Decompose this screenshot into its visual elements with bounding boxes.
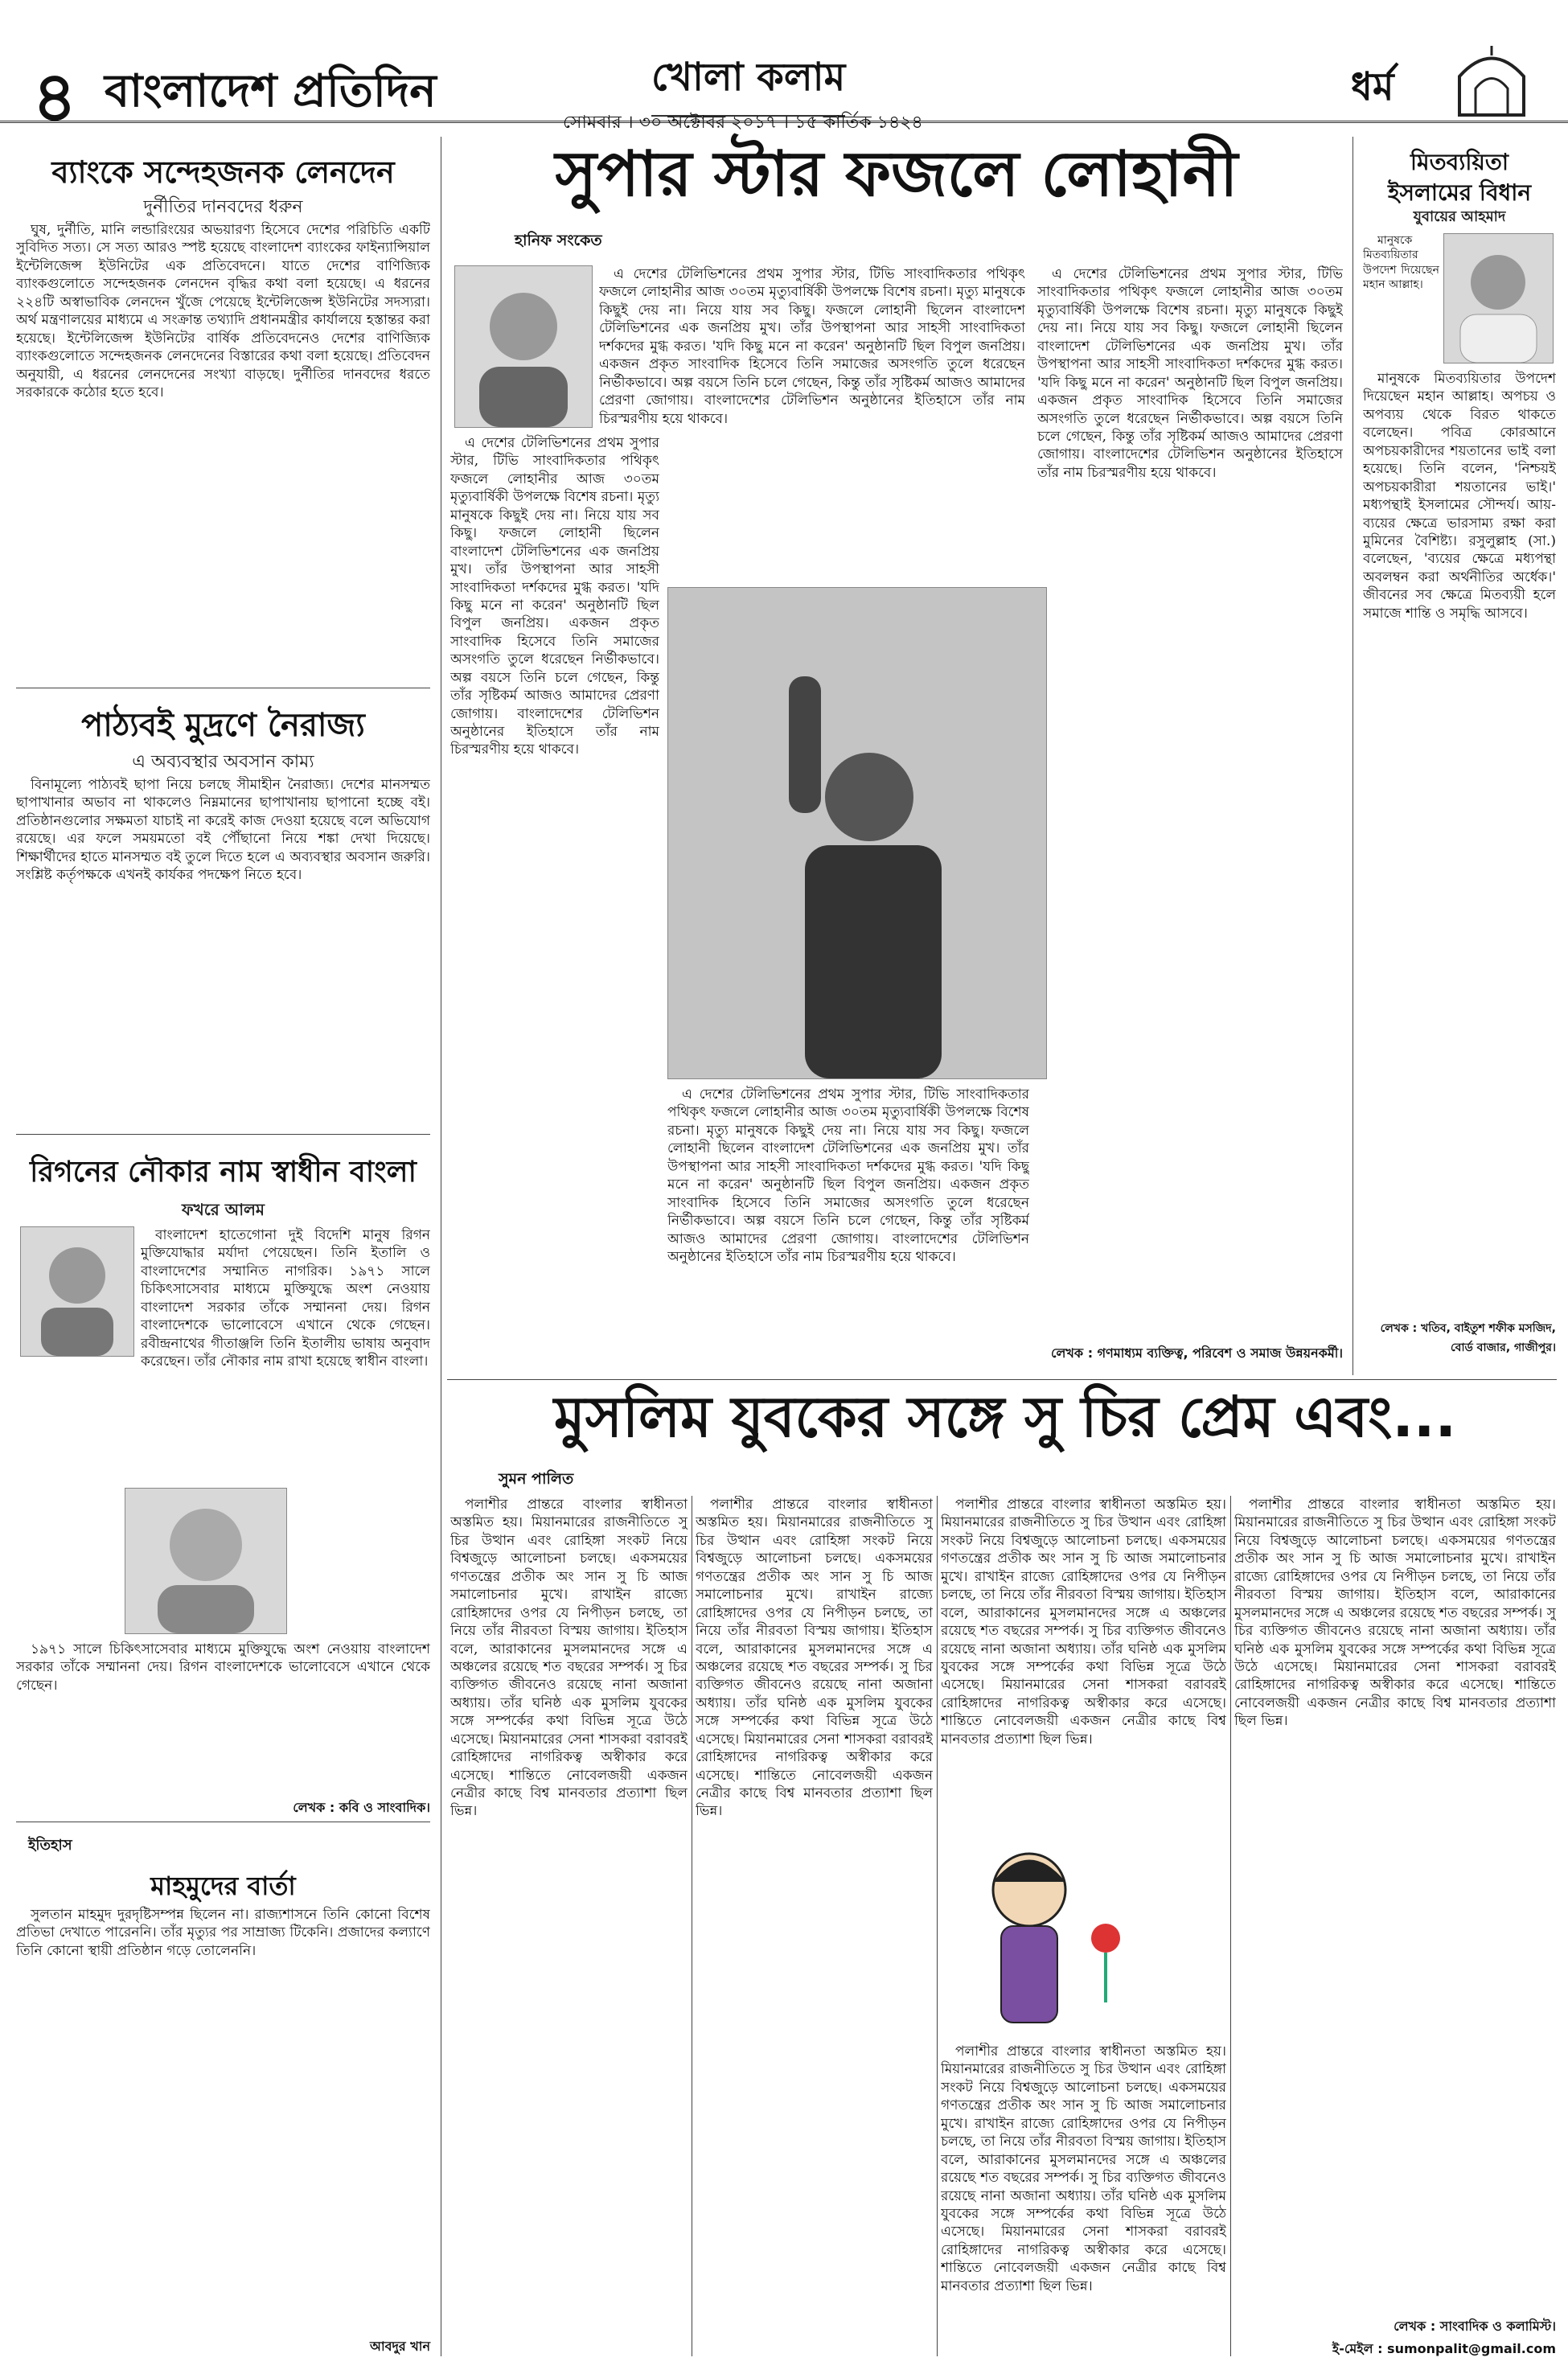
author-photo [20, 1226, 134, 1357]
mosque-icon [1447, 44, 1536, 117]
lead-body-col1: এ দেশের টেলিভিশনের প্রথম সুপার স্টার, টিভি সাংবাদিকতার পথিকৃৎ ফজলে লোহানীর আজ ৩০তম মৃত্যুবার্ষিকী উপলক্ষে বিশেষ রচনা। মৃত্যু মানুষকে কিছুই দেয় না। নিয়ে যায় সব কিছু। ফজলে লোহানী ছিলেন বাংলাদেশ টেলিভিশনের এক জনপ্রিয় মুখ। তাঁর উপস্থাপনা আর সাহসী সাংবাদিকতা দর্শকদের মুগ্ধ করত। 'যদি কিছু মনে না করেন' অনুষ্ঠানটি ছিল বিপুল জনপ্রিয়। একজন প্রকৃত সাংবাদিক হিসেবে তিনি সমাজের অসংগতি তুলে ধরেছেন নির্ভীকভাবে। অল্প বয়সে তিনি চলে গেছেন, কিন্তু তাঁর সৃষ্টিকর্ম আজও আমাদের প্রেরণা জোগায়। বাংলাদেশের টেলিভিশন অনুষ্ঠানের ইতিহাসে তাঁর নাম চিরস্মরণীয় হয়ে থাকবে। [599, 266, 1025, 427]
editorial-2-title: পাঠ্যবই মুদ্রণে নৈরাজ্য [81, 707, 365, 744]
right-body-intro: মানুষকে মিতব্যয়িতার উপদেশ দিয়েছেন মহান আল্লাহ। [1363, 234, 1439, 292]
cartoon-illustration [941, 1834, 1142, 2035]
history-kicker: ইতিহাস [28, 1837, 72, 1854]
lead-title: সুপার স্টার ফজলে লোহানী [555, 138, 1238, 211]
article-rigon-body-cont: ১৯৭১ সালে চিকিৎসাসেবার মাধ্যমে মুক্তিযুদ্ধে অংশ নেওয়ায় বাংলাদেশ সরকার তাঁকে সম্মাননা দেয়। রিগন বাংলাদেশকে ভালোবেসে এখানে থেকে গেছেন। [16, 1641, 430, 1694]
lead-body-col4: এ দেশের টেলিভিশনের প্রথম সুপার স্টার, টিভি সাংবাদিকতার পথিকৃৎ ফজলে লোহানীর আজ ৩০তম মৃত্যুবার্ষিকী উপলক্ষে বিশেষ রচনা। মৃত্যু মানুষকে কিছুই দেয় না। নিয়ে যায় সব কিছু। ফজলে লোহানী ছিলেন বাংলাদেশ টেলিভিশনের এক জনপ্রিয় মুখ। তাঁর উপস্থাপনা আর সাহসী সাংবাদিকতা দর্শকদের মুগ্ধ করত। 'যদি কিছু মনে না করেন' অনুষ্ঠানটি ছিল বিপুল জনপ্রিয়। একজন প্রকৃত সাংবাদিক হিসেবে তিনি সমাজের অসংগতি তুলে ধরেছেন নির্ভীকভাবে। অল্প বয়সে তিনি চলে গেছেন, কিন্তু তাঁর সৃষ্টিকর্ম আজও আমাদের প্রেরণা জোগায়। বাংলাদেশের টেলিভিশন অনুষ্ঠানের ইতিহাসে তাঁর নাম চিরস্মরণীয় হয়ে থাকবে। [667, 1086, 1029, 1265]
page-number: ৪ [32, 59, 77, 136]
lead-note: লেখক : গণমাধ্যম ব্যক্তিত্ব, পরিবেশ ও সমাজ উন্নয়নকর্মী। [1051, 1345, 1343, 1361]
history-title: মাহমুদের বার্তা [150, 1871, 296, 1901]
right-author-photo [1443, 233, 1554, 363]
article-rigon-note: লেখক : কবি ও সাংবাদিক। [293, 1800, 430, 1815]
dateline: সোমবার । ৩০ অক্টোবর ২০১৭ । ১৫ কার্তিক ১৪২৪ [563, 113, 923, 133]
bottom-email: ই-মেইল : sumonpalit@gmail.com [1332, 2341, 1556, 2356]
rigon-photo [125, 1488, 287, 1634]
editorial-2-subtitle: এ অব্যবস্থার অবসান কাম্য [132, 752, 314, 772]
divider [16, 1134, 430, 1135]
newspaper-name: বাংলাদেশ প্রতিদিন [105, 65, 437, 117]
bottom-body-col4: পলাশীর প্রান্তরে বাংলার স্বাধীনতা অস্তমিত হয়। মিয়ানমারের রাজনীতিতে সু চির উত্থান এবং রোহিঙ্গা সংকট নিয়ে বিশ্বজুড়ে আলোচনা চলছে। একসময়ের গণতন্ত্রের প্রতীক অং সান সু চি আজ সমালোচনার মুখে। রাখাইন রাজ্যে রোহিঙ্গাদের ওপর যে নিপীড়ন চলছে, তা নিয়ে তাঁর নীরবতা বিস্ময় জাগায়। ইতিহাস বলে, আরাকানের মুসলমানদের সঙ্গে এ অঞ্চলের রয়েছে শত বছরের সম্পর্ক। সু চির ব্যক্তিগত জীবনেও রয়েছে নানা অজানা অধ্যায়। তাঁর ঘনিষ্ঠ এক মুসলিম যুবকের সঙ্গে সম্পর্কের কথা বিভিন্ন সূত্রে উঠে এসেছে। মিয়ানমারের সেনা শাসকরা বরাবরই রোহিঙ্গাদের নাগরিকত্ব অস্বীকার করে এসেছে। শান্তিতে নোবেলজয়ী একজন নেত্রীর কাছে বিশ্ব মানবতার প্রত্যাশা ছিল ভিন্ন। [941, 2043, 1226, 2294]
bottom-note: লেখক : সাংবাদিক ও কলামিস্ট। [1394, 2319, 1556, 2334]
history-note: আবদুর খান [369, 2339, 430, 2354]
section-title: খোলা কলাম [651, 48, 845, 117]
right-title-line2: ইসলামের বিধান [1387, 179, 1532, 206]
editorial-2-body: বিনামূল্যে পাঠ্যবই ছাপা নিয়ে চলছে সীমাহীন নৈরাজ্য। দেশের মানসম্মত ছাপাখানার অভাব না থাকলেও নিম্নমানের ছাপাখানায় ছাপানো হচ্ছে বই। প্রতিষ্ঠানগুলোর সক্ষমতা যাচাই না করেই কাজ দেওয়া হয়েছে বলে অভিযোগ রয়েছে। এর ফলে সময়মতো বই পৌঁছানো নিয়ে শঙ্কা দেখা দিয়েছে। শিক্ষার্থীদের হাতে মানসম্মত বই তুলে দিতে হলে এ অব্যবস্থার অবসান জরুরি। সংশ্লিষ্ট কর্তৃপক্ষকে এখনই কার্যকর পদক্ষেপ নিতে হবে। [16, 777, 430, 884]
column-rule [1230, 1496, 1231, 2356]
right-note: লেখক : খতিব, বাইতুশ শফীক মসজিদ, বোর্ড বাজার, গাজীপুর। [1380, 1322, 1556, 1354]
bottom-body-col3: পলাশীর প্রান্তরে বাংলার স্বাধীনতা অস্তমিত হয়। মিয়ানমারের রাজনীতিতে সু চির উত্থান এবং রোহিঙ্গা সংকট নিয়ে বিশ্বজুড়ে আলোচনা চলছে। একসময়ের গণতন্ত্রের প্রতীক অং সান সু চি আজ সমালোচনার মুখে। রাখাইন রাজ্যে রোহিঙ্গাদের ওপর যে নিপীড়ন চলছে, তা নিয়ে তাঁর নীরবতা বিস্ময় জাগায়। ইতিহাস বলে, আরাকানের মুসলমানদের সঙ্গে এ অঞ্চলের রয়েছে শত বছরের সম্পর্ক। সু চির ব্যক্তিগত জীবনেও রয়েছে নানা অজানা অধ্যায়। তাঁর ঘনিষ্ঠ এক মুসলিম যুবকের সঙ্গে সম্পর্কের কথা বিভিন্ন সূত্রে উঠে এসেছে। মিয়ানমারের সেনা শাসকরা বরাবরই রোহিঙ্গাদের নাগরিকত্ব অস্বীকার করে এসেছে। শান্তিতে নোবেলজয়ী একজন নেত্রীর কাছে বিশ্ব মানবতার প্রত্যাশা ছিল ভিন্ন। [941, 1497, 1226, 1748]
article-rigon-title: রিগনের নৌকার নাম স্বাধীন বাংলা [30, 1156, 417, 1189]
right-author: যুবায়ের আহমাদ [1413, 208, 1506, 225]
lead-body-col3: এ দেশের টেলিভিশনের প্রথম সুপার স্টার, টিভি সাংবাদিকতার পথিকৃৎ ফজলে লোহানীর আজ ৩০তম মৃত্যুবার্ষিকী উপলক্ষে বিশেষ রচনা। মৃত্যু মানুষকে কিছুই দেয় না। নিয়ে যায় সব কিছু। ফজলে লোহানী ছিলেন বাংলাদেশ টেলিভিশনের এক জনপ্রিয় মুখ। তাঁর উপস্থাপনা আর সাহসী সাংবাদিকতা দর্শকদের মুগ্ধ করত। 'যদি কিছু মনে না করেন' অনুষ্ঠানটি ছিল বিপুল জনপ্রিয়। একজন প্রকৃত সাংবাদিক হিসেবে তিনি সমাজের অসংগতি তুলে ধরেছেন নির্ভীকভাবে। অল্প বয়সে তিনি চলে গেছেন, কিন্তু তাঁর সৃষ্টিকর্ম আজও আমাদের প্রেরণা জোগায়। বাংলাদেশের টেলিভিশন অনুষ্ঠানের ইতিহাসে তাঁর নাম চিরস্মরণীয় হয়ে থাকবে। [1037, 266, 1343, 481]
article-rigon-body: বাংলাদেশ হাতেগোনা দুই বিদেশি মানুষ রিগন মুক্তিযোদ্ধার মর্যাদা পেয়েছেন। তিনি ইতালি ও বাংলাদেশের সম্মানিত নাগরিক। ১৯৭১ সালে চিকিৎসাসেবার মাধ্যমে মুক্তিযুদ্ধে অংশ নেওয়ায় বাংলাদেশ সরকার তাঁকে সম্মাননা দেয়। রিগন বাংলাদেশকে ভালোবেসে এখানে থেকে গেছেন। রবীন্দ্রনাথের গীতাঞ্জলি তিনি ইতালীয় ভাষায় অনুবাদ করেছেন। তাঁর নৌকার নাম রাখা হয়েছে স্বাধীন বাংলা। [141, 1227, 430, 1370]
right-body: মানুষকে মিতব্যয়িতার উপদেশ দিয়েছেন মহান আল্লাহ। অপচয় ও অপব্যয় থেকে বিরত থাকতে বলেছেন। পবিত্র কোরআনে অপচয়কারীদের শয়তানের ভাই বলা হয়েছে। তিনি বলেন, 'নিশ্চয়ই অপচয়কারীরা শয়তানের ভাই।' মধ্যপন্থাই ইসলামের সৌন্দর্য। আয়-ব্যয়ের ক্ষেত্রে ভারসাম্য রক্ষা করা মুমিনের বৈশিষ্ট্য। রসুলুল্লাহ (সা.) বলেছেন, 'ব্যয়ের ক্ষেত্রে মধ্যপন্থা অবলম্বন করা অর্থনীতির অর্ধেক।' জীবনের সব ক্ষেত্রে মিতব্যয়ী হলে সমাজে শান্তি ও সমৃদ্ধি আসবে। [1363, 371, 1556, 622]
editorial-1-subtitle: দুর্নীতির দানবদের ধরুন [143, 197, 303, 217]
lead-body-col2: এ দেশের টেলিভিশনের প্রথম সুপার স্টার, টিভি সাংবাদিকতার পথিকৃৎ ফজলে লোহানীর আজ ৩০তম মৃত্যুবার্ষিকী উপলক্ষে বিশেষ রচনা। মৃত্যু মানুষকে কিছুই দেয় না। নিয়ে যায় সব কিছু। ফজলে লোহানী ছিলেন বাংলাদেশ টেলিভিশনের এক জনপ্রিয় মুখ। তাঁর উপস্থাপনা আর সাহসী সাংবাদিকতা দর্শকদের মুগ্ধ করত। 'যদি কিছু মনে না করেন' অনুষ্ঠানটি ছিল বিপুল জনপ্রিয়। একজন প্রকৃত সাংবাদিক হিসেবে তিনি সমাজের অসংগতি তুলে ধরেছেন নির্ভীকভাবে। অল্প বয়সে তিনি চলে গেছেন, কিন্তু তাঁর সৃষ্টিকর্ম আজও আমাদের প্রেরণা জোগায়। বাংলাদেশের টেলিভিশন অনুষ্ঠানের ইতিহাসে তাঁর নাম চিরস্মরণীয় হয়ে থাকবে। [450, 435, 659, 758]
bottom-title: মুসলিম যুবকের সঙ্গে সু চির প্রেম এবং... [553, 1384, 1457, 1450]
lead-author-photo [454, 265, 593, 428]
editorial-1-title: ব্যাংকে সন্দেহজনক লেনদেন [51, 154, 395, 190]
bottom-body-col2: পলাশীর প্রান্তরে বাংলার স্বাধীনতা অস্তমিত হয়। মিয়ানমারের রাজনীতিতে সু চির উত্থান এবং রোহিঙ্গা সংকট নিয়ে বিশ্বজুড়ে আলোচনা চলছে। একসময়ের গণতন্ত্রের প্রতীক অং সান সু চি আজ সমালোচনার মুখে। রাখাইন রাজ্যে রোহিঙ্গাদের ওপর যে নিপীড়ন চলছে, তা নিয়ে তাঁর নীরবতা বিস্ময় জাগায়। ইতিহাস বলে, আরাকানের মুসলমানদের সঙ্গে এ অঞ্চলের রয়েছে শত বছরের সম্পর্ক। সু চির ব্যক্তিগত জীবনেও রয়েছে নানা অজানা অধ্যায়। তাঁর ঘনিষ্ঠ এক মুসলিম যুবকের সঙ্গে সম্পর্কের কথা বিভিন্ন সূত্রে উঠে এসেছে। মিয়ানমারের সেনা শাসকরা বরাবরই রোহিঙ্গাদের নাগরিকত্ব অস্বীকার করে এসেছে। শান্তিতে নোবেলজয়ী একজন নেত্রীর কাছে বিশ্ব মানবতার প্রত্যাশা ছিল ভিন্ন। [696, 1497, 933, 1820]
divider [447, 1379, 1557, 1380]
category-label: ধর্ম [1351, 64, 1394, 109]
bottom-body-col5: পলাশীর প্রান্তরে বাংলার স্বাধীনতা অস্তমিত হয়। মিয়ানমারের রাজনীতিতে সু চির উত্থান এবং রোহিঙ্গা সংকট নিয়ে বিশ্বজুড়ে আলোচনা চলছে। একসময়ের গণতন্ত্রের প্রতীক অং সান সু চি আজ সমালোচনার মুখে। রাখাইন রাজ্যে রোহিঙ্গাদের ওপর যে নিপীড়ন চলছে, তা নিয়ে তাঁর নীরবতা বিস্ময় জাগায়। ইতিহাস বলে, আরাকানের মুসলমানদের সঙ্গে এ অঞ্চলের রয়েছে শত বছরের সম্পর্ক। সু চির ব্যক্তিগত জীবনেও রয়েছে নানা অজানা অধ্যায়। তাঁর ঘনিষ্ঠ এক মুসলিম যুবকের সঙ্গে সম্পর্কের কথা বিভিন্ন সূত্রে উঠে এসেছে। মিয়ানমারের সেনা শাসকরা বরাবরই রোহিঙ্গাদের নাগরিকত্ব অস্বীকার করে এসেছে। শান্তিতে নোবেলজয়ী একজন নেত্রীর কাছে বিশ্ব মানবতার প্রত্যাশা ছিল ভিন্ন। [1234, 1497, 1556, 1730]
article-rigon-author: ফখরে আলম [181, 1200, 265, 1219]
fazle-lohani-photo [667, 587, 1047, 1079]
lead-author: হানিফ সংকেত [515, 232, 602, 249]
column-rule [937, 1496, 938, 2356]
bottom-body-col1: পলাশীর প্রান্তরে বাংলার স্বাধীনতা অস্তমিত হয়। মিয়ানমারের রাজনীতিতে সু চির উত্থান এবং রোহিঙ্গা সংকট নিয়ে বিশ্বজুড়ে আলোচনা চলছে। একসময়ের গণতন্ত্রের প্রতীক অং সান সু চি আজ সমালোচনার মুখে। রাখাইন রাজ্যে রোহিঙ্গাদের ওপর যে নিপীড়ন চলছে, তা নিয়ে তাঁর নীরবতা বিস্ময় জাগায়। ইতিহাস বলে, আরাকানের মুসলমানদের সঙ্গে এ অঞ্চলের রয়েছে শত বছরের সম্পর্ক। সু চির ব্যক্তিগত জীবনেও রয়েছে নানা অজানা অধ্যায়। তাঁর ঘনিষ্ঠ এক মুসলিম যুবকের সঙ্গে সম্পর্কের কথা বিভিন্ন সূত্রে উঠে এসেছে। মিয়ানমারের সেনা শাসকরা বরাবরই রোহিঙ্গাদের নাগরিকত্ব অস্বীকার করে এসেছে। শান্তিতে নোবেলজয়ী একজন নেত্রীর কাছে বিশ্ব মানবতার প্রত্যাশা ছিল ভিন্ন। [450, 1497, 688, 1820]
right-title-line1: মিতব্যয়িতা [1410, 149, 1508, 175]
bottom-author: সুমন পালিত [499, 1470, 574, 1488]
history-body: সুলতান মাহমুদ দুরদৃষ্টিসম্পন্ন ছিলেন না। রাজ্যশাসনে তিনি কোনো বিশেষ প্রতিভা দেখাতে পারেননি। তাঁর মৃত্যুর পর সাম্রাজ্য টিকেনি। প্রজাদের কল্যাণে তিনি কোনো স্থায়ী প্রতিষ্ঠান গড়ে তোলেননি। [16, 1907, 430, 1959]
editorial-1-body: ঘুষ, দুর্নীতি, মানি লন্ডারিংয়ের অভয়ারণ্য হিসেবে দেশের পরিচিতি একটি সুবিদিত সত্য। সে সত্য আরও স্পষ্ট হয়েছে বাংলাদেশ ব্যাংকের ফাইন্যান্সিয়াল ইন্টেলিজেন্স ইউনিটের এক প্রতিবেদনে। যাতে দেশের বাণিজ্যিক ব্যাংকগুলোতে সন্দেহজনক লেনদেন বৃদ্ধির কথা বলা হয়েছে। এ ধরনের ২২৪টি অস্বাভাবিক লেনদেন খুঁজে পেয়েছে ইন্টেলিজেন্স ইউনিটের সদস্যরা। অর্থ মন্ত্রণালয়ের মাধ্যমে এ সংক্রান্ত তথ্যাদি প্রধানমন্ত্রীর কার্যালয়ে হস্তান্তর করা হয়েছে। ইন্টেলিজেন্স ইউনিটের বার্ষিক প্রতিবেদনেও দেশের বাণিজ্যিক ব্যাংকগুলোতে সন্দেহজনক লেনদেনের বিস্তারের কথা বলা হয়েছে। প্রতিবেদন অনুযায়ী, এ ধরনের লেনদেনের সংখ্যা বাড়ছে। দুর্নীতির দানবদের ধরতে সরকারকে কঠোর হতে হবে। [16, 222, 430, 400]
